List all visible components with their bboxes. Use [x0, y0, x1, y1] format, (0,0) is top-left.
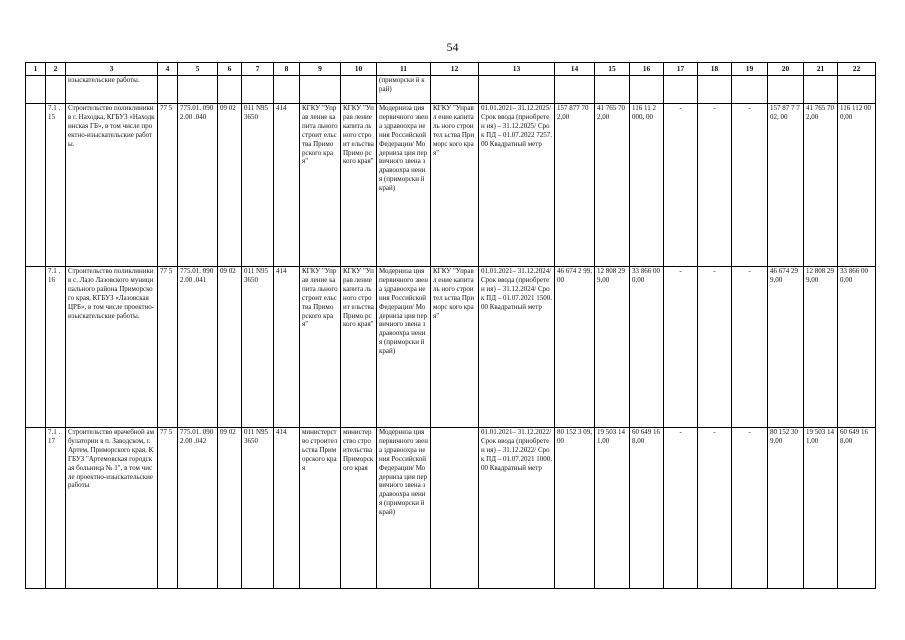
cell-code: 011 N95 3650: [242, 428, 274, 589]
col-header: 15: [595, 63, 630, 76]
cell-code: 775.01. 0902.00 .042: [178, 428, 218, 589]
col-header: 8: [274, 63, 300, 76]
col-header: 6: [218, 63, 242, 76]
col-header: 21: [804, 63, 838, 76]
cell-amount: -: [664, 267, 698, 428]
cell-code: 77 5: [158, 267, 178, 428]
cell-code: 09 02: [218, 267, 242, 428]
col-header: 1: [26, 63, 46, 76]
col-header: 12: [431, 63, 479, 76]
cell-term: 01.01.2021– 31.12.2022/ Срок ввода (приобретен ия) – 31.12.2022/ Срок ПД – 01.07.2021 1000.00 Квадратный метр: [479, 428, 555, 589]
cell-code: 77 5: [158, 104, 178, 267]
cell-amount: 46 674 299,00: [768, 267, 804, 428]
cell-amount: 60 649 168,00: [630, 428, 664, 589]
cell-program: Модерниза ция первичного звена здравоохра нения Российской Федерации/ Модерниза ция первичного звена здравоохра нения (приморски й край): [377, 428, 431, 589]
cell-amount: 19 503 141,00: [804, 428, 838, 589]
cell-amount: 157 877 702,00: [555, 104, 595, 267]
cell-amount: 157 87 7 702, 00: [768, 104, 804, 267]
cell-code: 414: [274, 428, 300, 589]
cell-object-name: Строительство поликлиники в г. Находка, КГБУЗ «Находкинская ГБ», в том числе проектно-изыскательские работы.: [66, 104, 158, 267]
cell-organization: КГКУ "Управл ение капиталь ного строител ьства Приморс кого края": [431, 267, 479, 428]
cell-object-name: Строительство поликлиники в с. Лазо Лазовского муниципального района Приморского края, КГБУЗ «Лазовская ЦРБ», в том числе проектно-изыскательские работы.: [66, 267, 158, 428]
cell-amount: 33 866 000,00: [838, 267, 876, 428]
cell-amount: 33 866 000,00: [630, 267, 664, 428]
cell-item-number: 7.1 .16: [46, 267, 66, 428]
cell-organization: [431, 428, 479, 589]
table-row: [26, 104, 876, 267]
cell-amount: 19 503 141,00: [595, 428, 630, 589]
cell-organization: министерство строительства Приморского края: [300, 428, 341, 589]
cell-amount: 80 152 309,00: [768, 428, 804, 589]
cell-code: 414: [274, 267, 300, 428]
cell-amount: -: [664, 428, 698, 589]
col-header: 20: [768, 63, 804, 76]
col-header: 13: [479, 63, 555, 76]
cell-amount: -: [732, 104, 768, 267]
cell-organization: КГКУ "Управ ление капита льного строит ельства Примо рского края": [300, 267, 341, 428]
cell-amount: -: [698, 267, 732, 428]
col-header: 14: [555, 63, 595, 76]
col-header: 2: [46, 63, 66, 76]
cell-code: 011 N95 3650: [242, 267, 274, 428]
cell-amount: -: [698, 428, 732, 589]
cell-amount: 80 152 3 09,00: [555, 428, 595, 589]
cell-amount: 12 808 299,00: [804, 267, 838, 428]
cell-item-number: 7.1 .15: [46, 104, 66, 267]
page-number: 54: [446, 40, 459, 54]
cell-amount: 46 674 2 99,00: [555, 267, 595, 428]
cell-amount: -: [732, 267, 768, 428]
cell-amount: -: [698, 104, 732, 267]
cell-amount: -: [664, 104, 698, 267]
col-header: 16: [630, 63, 664, 76]
col-header: 19: [732, 63, 768, 76]
cell-object-name: изыскательские работы.: [66, 76, 158, 104]
cell-amount: 41 765 702,00: [595, 104, 630, 267]
cell-organization: КГКУ "Управ ление капита льного строит ельства Примо рского края": [341, 104, 377, 267]
col-header: 7: [242, 63, 274, 76]
cell-amount: 116 112 000,00: [838, 104, 876, 267]
continuation-row: [26, 76, 876, 104]
cell-organization: КГКУ "Управл ение капиталь ного строител ьства Приморс кого края": [431, 104, 479, 267]
cell-amount: 116 11 2 000, 00: [630, 104, 664, 267]
col-header: 5: [178, 63, 218, 76]
cell-code: 09 02: [218, 428, 242, 589]
cell-organization: министерство строительства Приморского края: [341, 428, 377, 589]
col-header: 22: [838, 63, 876, 76]
cell-organization: КГКУ "Управ ление капита льного строит ельства Примо рского края": [341, 267, 377, 428]
col-header: 4: [158, 63, 178, 76]
col-header: 11: [377, 63, 431, 76]
cell-code: 09 02: [218, 104, 242, 267]
cell-organization: КГКУ "Управ ление капита льного строит ельства Примо рского края": [300, 104, 341, 267]
col-header: 9: [300, 63, 341, 76]
cell-code: 77 5: [158, 428, 178, 589]
cell-program: Модерниза ция первичного звена здравоохра нения Российской Федерации/ Модерниза ция первичного звена здравоохра нения (приморски й край): [377, 267, 431, 428]
cell-amount: 12 808 299,00: [595, 267, 630, 428]
cell-item-number: 7.1 .17: [46, 428, 66, 589]
cell-code: 011 N95 3650: [242, 104, 274, 267]
table-row: [26, 428, 876, 589]
col-header: 17: [664, 63, 698, 76]
table-row: [26, 267, 876, 428]
col-header: 18: [698, 63, 732, 76]
cell-code: 414: [274, 104, 300, 267]
cell-term: 01.01.2021– 31.12.2025/ Срок ввода (приобретен ия) – 31.12.2025/ Срок ПД – 01.07.2022 7257.00 Квадратный метр: [479, 104, 555, 267]
cell-program: (приморски й край): [377, 76, 431, 104]
cell-code: 775.01. 0902.00 .040: [178, 104, 218, 267]
cell-amount: 41 765 702,00: [804, 104, 838, 267]
cell-term: 01.01.2021– 31.12.2024/ Срок ввода (приобретен ия) – 31.12.2024/ Срок ПД – 01.07.2021 1500.00 Квадратный метр: [479, 267, 555, 428]
budget-table: [25, 62, 876, 589]
cell-object-name: Строительство врачебной амбулатории в п. Заводском, г. Артем, Приморского края, КГБУЗ "Артемовская городская больница № 1", в том числе проектно-изыскательские работы: [66, 428, 158, 589]
col-header: 10: [341, 63, 377, 76]
cell-amount: 60 649 168,00: [838, 428, 876, 589]
cell-program: Модерниза ция первичного звена здравоохра нения Российской Федерации/ Модерниза ция первичного звена здравоохра нения (приморски й край): [377, 104, 431, 267]
cell-amount: -: [732, 428, 768, 589]
col-header: 3: [66, 63, 158, 76]
header-row: [26, 63, 876, 76]
cell-code: 775.01. 0902.00 .041: [178, 267, 218, 428]
